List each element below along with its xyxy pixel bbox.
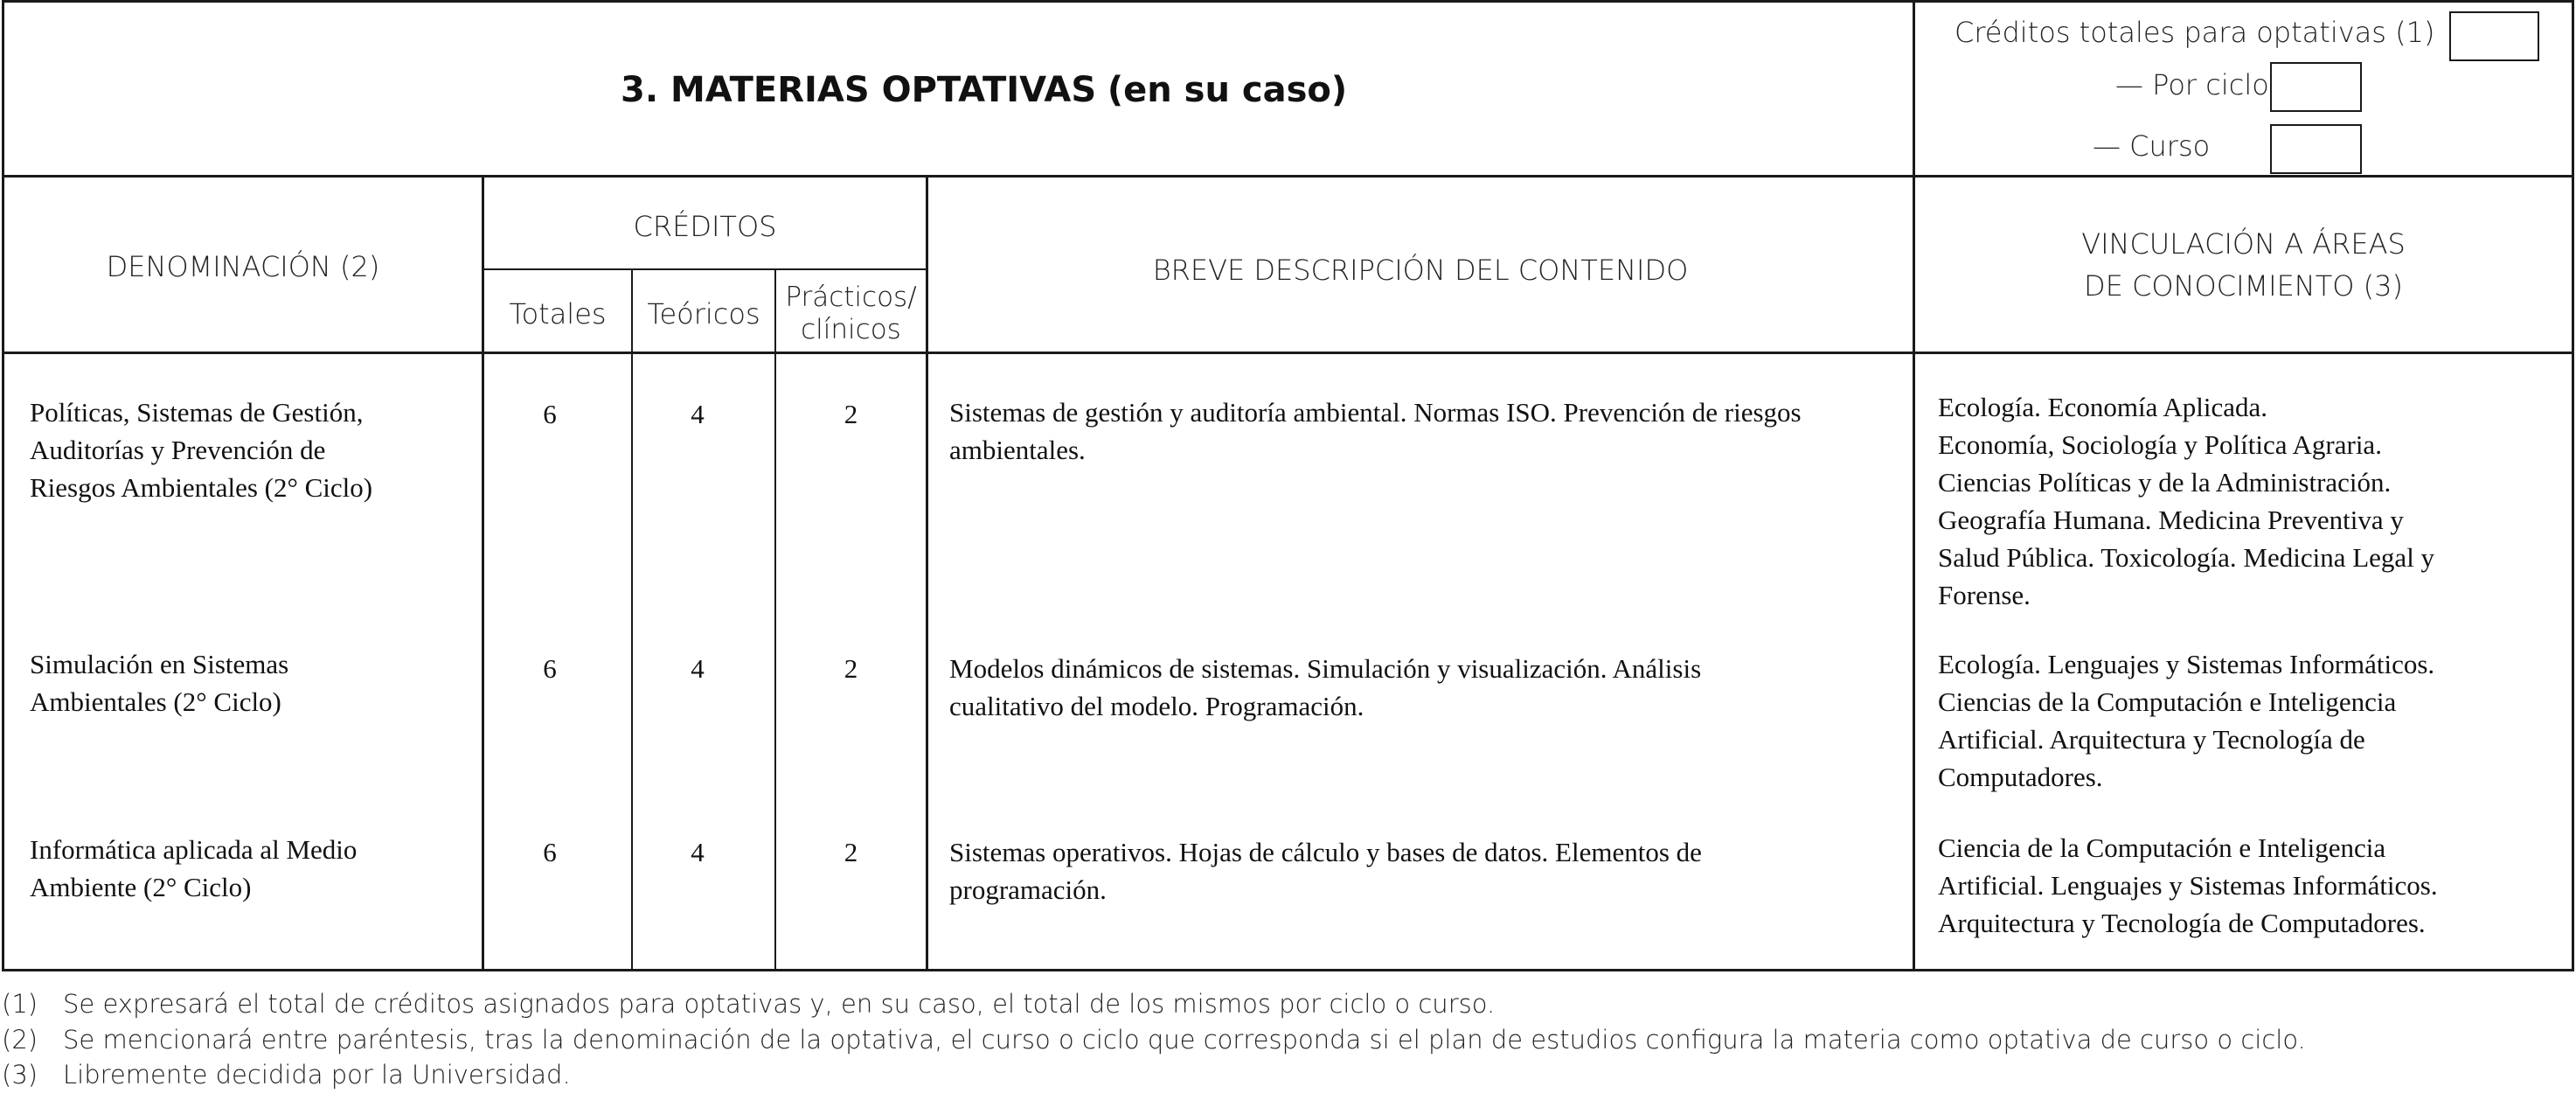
row3-practicos: 2 [844, 837, 858, 867]
row1-descripcion-line2: ambientales. [949, 435, 1086, 465]
row2-areas-line4: Computadores. [1938, 762, 2103, 792]
col-header-vinculacion-line1: VINCULACIÓN A ÁREAS [2081, 227, 2406, 261]
row3-descripcion [949, 833, 1702, 909]
col-header-denominacion: DENOMINACIÓN (2) [106, 250, 380, 283]
footnote-2 [2, 1025, 2306, 1055]
section-title-suffix: (en su caso) [1107, 70, 1348, 110]
footnote-3 [2, 1060, 571, 1090]
section-title [621, 70, 1347, 110]
row1-areas-line1: Ecología. Economía Aplicada. [1938, 392, 2268, 422]
row2-practicos: 2 [844, 653, 858, 684]
row3-areas-line1: Ciencia de la Computación e Inteligencia [1938, 832, 2386, 863]
row2-teoricos: 4 [691, 653, 705, 684]
row3-totales: 6 [543, 837, 557, 867]
row1-areas-line3: Ciencias Políticas y de la Administración. [1938, 467, 2392, 498]
row2-areas-line1: Ecología. Lenguajes y Sistemas Informáticos. [1938, 649, 2435, 679]
row1-areas-line2: Economía, Sociología y Política Agraria. [1938, 429, 2382, 460]
row2-name-line1: Simulación en Sistemas [30, 649, 289, 679]
row1-areas [1938, 388, 2434, 614]
column-divider-5 [1913, 0, 1915, 971]
col-header-practicos-line1: Prácticos/ [785, 282, 917, 313]
table-border-right [2572, 0, 2574, 971]
col-header-creditos: CRÉDITOS [633, 210, 777, 243]
footnote-1 [2, 989, 1495, 1019]
row2-name-line2: Ambientales (2° Ciclo) [30, 686, 281, 717]
row2-areas-line2: Ciencias de la Computación e Inteligencia [1938, 686, 2397, 717]
per-cycle-label: — Por ciclo [2115, 68, 2269, 101]
footnote-1-mark: (1) [2, 989, 38, 1019]
row1-areas-line5: Salud Pública. Toxicología. Medicina Legal y [1938, 542, 2435, 573]
col-header-vinculacion [1915, 223, 2572, 307]
row1-descripcion-line1: Sistemas de gestión y auditoría ambiental. Normas ISO. Prevención de riesgos [949, 397, 1802, 428]
col-header-teoricos: Teóricos [647, 297, 760, 331]
row2-totales: 6 [543, 653, 557, 684]
footnote-2-text: Se mencionará entre paréntesis, tras la denominación de la optativa, el curso o ciclo que corresponda si el plan de estudios configura la materia como optativa de curso o ciclo. [63, 1025, 2306, 1055]
table-row-name [30, 393, 372, 506]
header-divider [2, 175, 2574, 178]
table-row-name [30, 831, 357, 906]
row1-name-line3: Riesgos Ambientales (2° Ciclo) [30, 472, 373, 503]
column-header-divider [2, 352, 2574, 354]
row3-areas-line3: Arquitectura y Tecnología de Computadores. [1938, 908, 2426, 938]
row2-descripcion [949, 650, 1701, 725]
row2-areas-line3: Artificial. Arquitectura y Tecnología de [1938, 724, 2365, 755]
row2-areas [1938, 645, 2434, 796]
row1-name-line2: Auditorías y Prevención de [30, 435, 326, 465]
table-row-name [30, 645, 288, 721]
row2-descripcion-line1: Modelos dinámicos de sistemas. Simulación y visualización. Análisis [949, 653, 1702, 684]
per-course-box[interactable] [2270, 124, 2362, 174]
row3-teoricos: 4 [691, 837, 705, 867]
row1-teoricos: 4 [691, 399, 705, 429]
section-title-main: 3. MATERIAS OPTATIVAS [621, 70, 1097, 110]
row3-areas [1938, 829, 2438, 942]
col-header-practicos-line2: clínicos [801, 314, 901, 345]
footnote-3-text: Libremente decidida por la Universidad. [63, 1060, 571, 1090]
col-header-totales: Totales [509, 297, 607, 331]
col-header-vinculacion-line2: DE CONOCIMIENTO (3) [2084, 269, 2403, 303]
table-border-bottom [2, 969, 2574, 971]
per-course-label: — Curso [2093, 129, 2211, 163]
per-cycle-box[interactable] [2270, 62, 2362, 112]
column-divider-4 [926, 175, 928, 971]
row3-areas-line2: Artificial. Lenguajes y Sistemas Informáticos. [1938, 870, 2438, 901]
row3-name-line1: Informática aplicada al Medio [30, 834, 358, 865]
row2-descripcion-line2: cualitativo del modelo. Programación. [949, 691, 1364, 721]
row3-descripcion-line1: Sistemas operativos. Hojas de cálculo y bases de datos. Elementos de [949, 837, 1702, 867]
col-header-descripcion: BREVE DESCRIPCIÓN DEL CONTENIDO [1152, 254, 1689, 287]
row3-name-line2: Ambiente (2° Ciclo) [30, 872, 252, 902]
row1-practicos: 2 [844, 399, 858, 429]
table-border-left [2, 0, 4, 971]
footnote-1-text: Se expresará el total de créditos asignados para optativas y, en su caso, el total de los mismos por ciclo o curso. [63, 989, 1496, 1019]
creditos-subheader-divider [482, 268, 927, 270]
table-border-top [2, 0, 2574, 3]
credits-total-label: Créditos totales para optativas (1) [1955, 16, 2435, 49]
row3-descripcion-line2: programación. [949, 874, 1107, 905]
col-header-practicos [776, 282, 926, 346]
row1-areas-line6: Forense. [1938, 580, 2031, 610]
row1-areas-line4: Geografía Humana. Medicina Preventiva y [1938, 505, 2404, 535]
row1-totales: 6 [543, 399, 557, 429]
credits-total-box[interactable] [2449, 11, 2539, 61]
row1-descripcion [949, 393, 1802, 469]
row1-name-line1: Políticas, Sistemas de Gestión, [30, 397, 364, 428]
footnote-2-mark: (2) [2, 1025, 38, 1055]
footnote-3-mark: (3) [2, 1060, 38, 1090]
